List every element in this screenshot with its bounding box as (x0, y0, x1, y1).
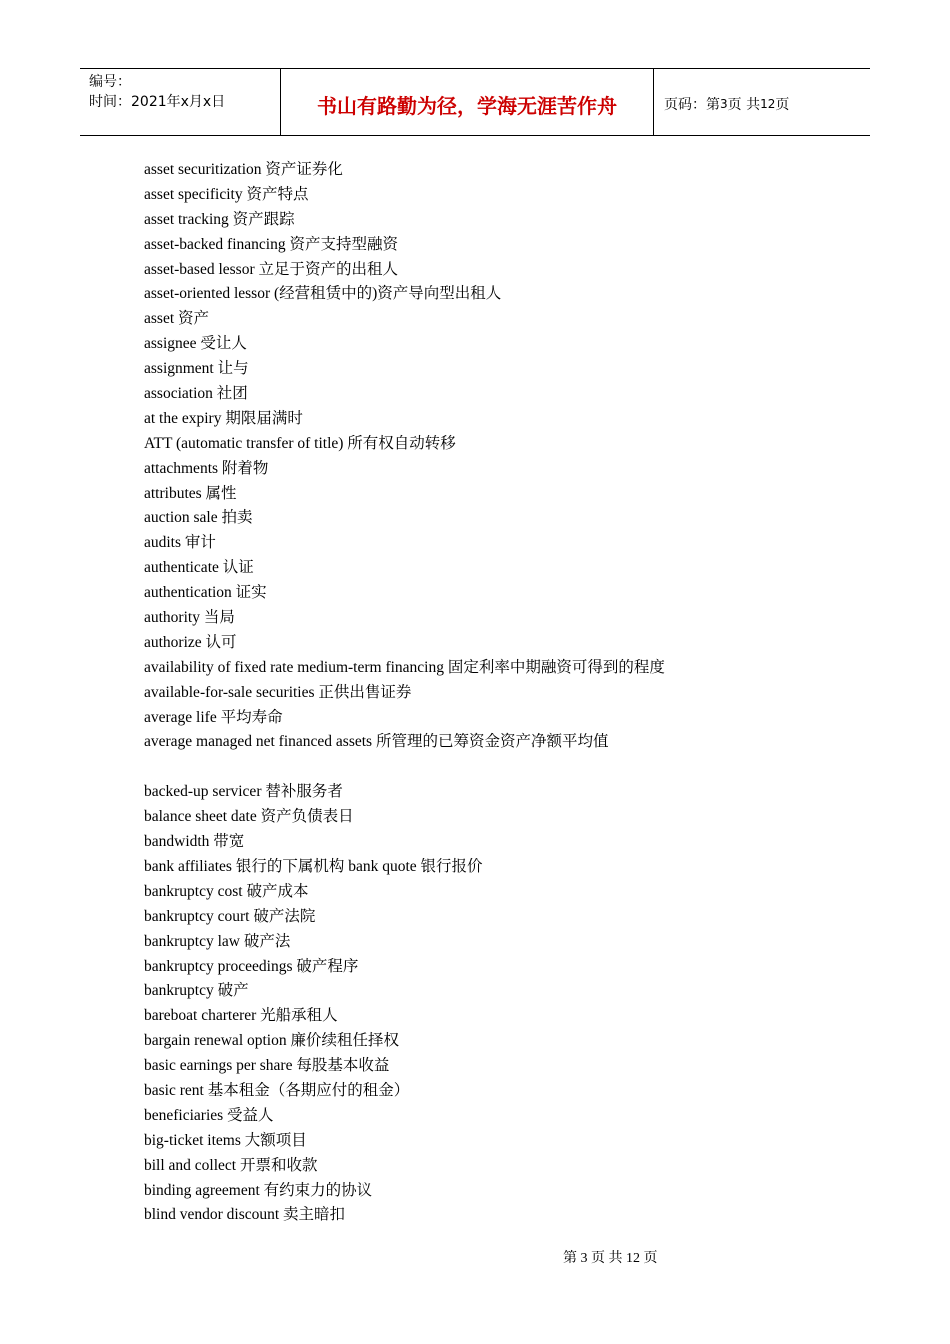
page-label-prefix: 页码：第 (664, 97, 720, 113)
glossary-entry: beneficiaries 受益人 (144, 1106, 274, 1124)
glossary-entry: asset tracking 资产跟踪 (144, 210, 295, 228)
glossary-entry: balance sheet date 资产负债表日 (144, 808, 354, 826)
glossary-entry: authentication 证实 (144, 584, 267, 602)
glossary-entry: asset-based lessor 立足于资产的出租人 (144, 260, 398, 278)
glossary-entry: availability of fixed rate medium-term financing 固定利率中期融资可得到的程度 (144, 658, 665, 676)
time-value: 2021年x月x日 (131, 94, 226, 110)
glossary-entry: ATT (automatic transfer of title) 所有权自动转移 (144, 434, 456, 452)
glossary-section-b (144, 780, 884, 1228)
glossary-entry: bargain renewal option 廉价续租任择权 (144, 1032, 399, 1050)
page-header (80, 68, 870, 136)
page-label-mid: 页 共 (727, 97, 761, 113)
glossary-entry: average managed net financed assets 所管理的已筹资金资产净额平均值 (144, 733, 609, 751)
glossary-entry: bankruptcy cost 破产成本 (144, 882, 309, 900)
section-spacer (144, 755, 884, 780)
header-page-cell (654, 69, 870, 135)
glossary-entry: bankruptcy proceedings 破产程序 (144, 957, 359, 975)
time-line (89, 92, 280, 112)
number-label: 编号： (89, 74, 131, 90)
header-meta-cell (80, 69, 281, 135)
glossary-entry: big-ticket items 大额项目 (144, 1131, 307, 1149)
footer-page-number: 第 3 页 共 12 页 (563, 1251, 658, 1266)
glossary-entry: auction sale 拍卖 (144, 509, 253, 527)
glossary-entry: asset specificity 资产特点 (144, 185, 309, 203)
glossary-entry: asset securitization 资产证券化 (144, 161, 343, 178)
glossary-entry: authority 当局 (144, 609, 235, 627)
glossary-entry: attributes 属性 (144, 484, 237, 502)
glossary-entry: bank affiliates 银行的下属机构 bank quote 银行报价 (144, 857, 483, 875)
glossary-entry: bankruptcy 破产 (144, 982, 249, 1000)
glossary-entry: authenticate 认证 (144, 559, 254, 577)
glossary-entry: basic rent 基本租金（各期应付的租金） (144, 1081, 410, 1099)
glossary-entry: asset-oriented lessor (经营租赁中的)资产导向型出租人 (144, 285, 502, 303)
header-motto-cell (281, 69, 654, 135)
motto: 书山有路勤为径，学海无涯苦作舟 (317, 93, 617, 118)
glossary-content (144, 158, 884, 1228)
time-label: 时间： (89, 94, 131, 110)
glossary-entry: authorize 认可 (144, 633, 237, 651)
glossary-entry: assignee 受让人 (144, 335, 247, 353)
glossary-entry: asset 资产 (144, 310, 210, 328)
glossary-entry: blind vendor discount 卖主暗扣 (144, 1206, 346, 1224)
glossary-entry: bankruptcy law 破产法 (144, 932, 291, 950)
glossary-entry: bill and collect 开票和收款 (144, 1156, 318, 1174)
page-current: 3 (720, 97, 728, 111)
glossary-entry: asset-backed financing 资产支持型融资 (144, 235, 398, 253)
glossary-entry: bareboat charterer 光船承租人 (144, 1007, 338, 1025)
glossary-entry: assignment 让与 (144, 360, 249, 378)
glossary-section-a (144, 158, 884, 755)
page-total: 12 (760, 97, 776, 111)
glossary-entry: audits 审计 (144, 534, 216, 552)
glossary-entry: attachments 附着物 (144, 459, 269, 477)
glossary-entry: backed-up servicer 替补服务者 (144, 783, 343, 801)
glossary-entry: bandwidth 带宽 (144, 833, 245, 851)
page-label-suffix: 页 (775, 97, 790, 113)
glossary-entry: bankruptcy court 破产法院 (144, 907, 316, 925)
glossary-entry: binding agreement 有约束力的协议 (144, 1181, 373, 1199)
glossary-entry: available-for-sale securities 正供出售证券 (144, 683, 412, 701)
glossary-entry: average life 平均寿命 (144, 708, 283, 726)
glossary-entry: at the expiry 期限届满时 (144, 409, 303, 427)
glossary-entry: basic earnings per share 每股基本收益 (144, 1057, 390, 1075)
glossary-entry: association 社团 (144, 385, 248, 403)
